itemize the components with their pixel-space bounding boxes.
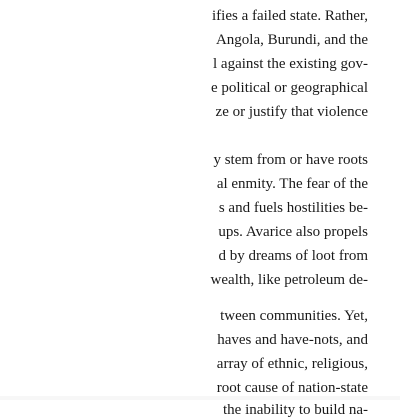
text-line: e political or geographical	[210, 80, 368, 96]
text-line: d by dreams of loot from	[218, 248, 368, 264]
text-line: ups. Avarice also propels	[218, 224, 368, 240]
text-line: array of ethnic, religious,	[216, 356, 368, 372]
text-line: ze or justify that violence	[215, 104, 368, 120]
text-line: Angola, Burundi, and the	[215, 32, 368, 48]
page-bottom-edge	[0, 396, 400, 400]
text-line: al enmity. The fear of the	[216, 176, 368, 192]
text-line: l against the existing gov-	[213, 56, 368, 72]
text-line: tween communities. Yet,	[220, 308, 368, 324]
text-line: y stem from or have roots	[213, 152, 368, 168]
text-line: ifies a failed state. Rather,	[212, 8, 368, 24]
text-line: the inability to build na-	[223, 402, 368, 418]
text-line: haves and have-nots, and	[217, 332, 368, 348]
text-line: s and fuels hostilities be-	[218, 200, 368, 216]
text-line: wealth, like petroleum de-	[210, 272, 368, 288]
text-line: root cause of nation-state	[216, 380, 368, 396]
